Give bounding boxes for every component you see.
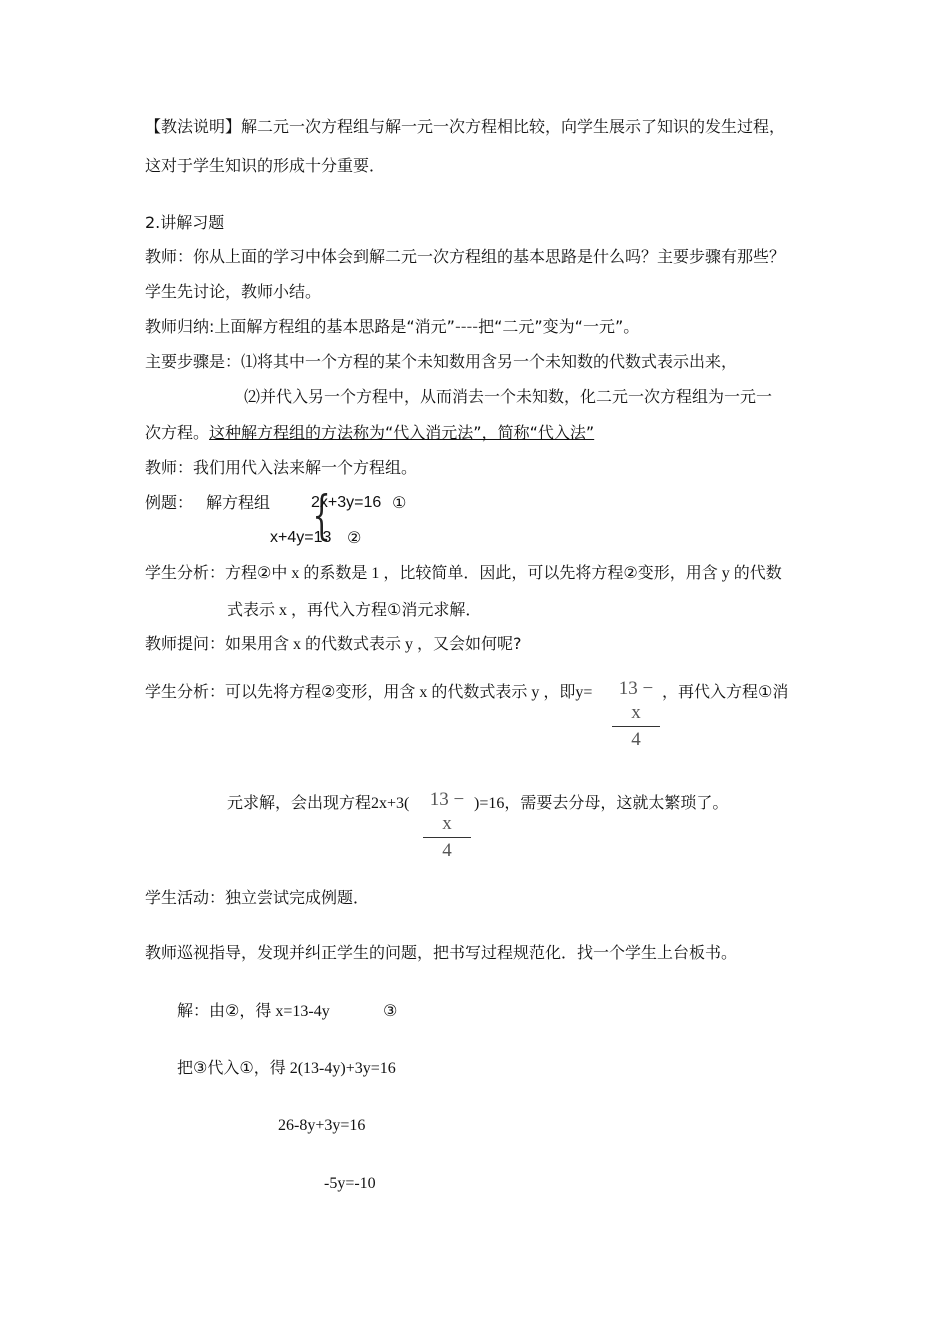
example-label: 例题： [145, 493, 194, 512]
analysis-2-line-2b [474, 793, 728, 814]
section-heading: 2.讲解习题 [145, 213, 225, 232]
analysis-2-text-f: ，需要去分母，这就太繁琐了。 [504, 793, 729, 812]
analysis-1-text-e: 式表示 [227, 600, 276, 619]
summary-dash: ---- [454, 317, 479, 336]
teacher-ask-text-b: 的代数式表示 [305, 634, 402, 653]
fraction-numerator: 13 − x [429, 789, 465, 834]
var-y: y [721, 565, 730, 582]
var-x: x [279, 602, 288, 619]
teacher-label: 教师： [145, 247, 194, 266]
steps-label: 主要步骤是： [145, 352, 242, 371]
var-y: y [405, 636, 414, 653]
steps-line-1 [145, 352, 737, 372]
analysis-2-line-1b: ，再代入方程①消 [662, 682, 789, 701]
analysis-1-text-f: ，再代入方程①消元求解． [291, 600, 482, 619]
discuss-line: 学生先讨论，教师小结。 [145, 282, 322, 301]
summary-text-b: 把“二元”变为“一元”。 [478, 317, 640, 336]
equation-1-number: ① [392, 493, 407, 512]
step-2-continued: 次方程。 [145, 423, 210, 442]
solution-step-3-equation: 26-8y+3y=16 [278, 1117, 366, 1134]
intro-line-2: 这对于学生知识的形成十分重要． [145, 156, 386, 175]
analysis-1-text-d: 的代数 [733, 563, 782, 582]
analysis-2-text-b: 的代数式表示 [431, 682, 528, 701]
teacher-question [145, 247, 785, 267]
fraction-13-minus-x-over-4 [612, 677, 660, 752]
summary-text-a: 教师归纳:上面解方程组的基本思路是“消元” [145, 317, 455, 336]
fraction-bar [423, 837, 471, 838]
teacher-ask-text-c: ，又会如何呢? [417, 634, 522, 653]
steps-line-3 [145, 423, 594, 443]
analysis-2-text-e: 元求解，会出现方程 [227, 793, 372, 812]
solution-step-1-label: 解：由②，得 [177, 1001, 272, 1020]
brace-symbol: { [312, 486, 331, 546]
analysis-2-text-a: 可以先将方程②变形，用含 [225, 682, 416, 701]
analysis-2-line-2a [227, 793, 409, 814]
method-name: 这种解方程组的方法称为“代入消元法”，简称“代入法” [209, 423, 595, 442]
teacher-patrol: 教师巡视指导，发现并纠正学生的问题，把书写过程规范化．找一个学生上台板书。 [145, 943, 738, 962]
student-activity: 学生活动：独立尝试完成例题． [145, 888, 370, 907]
fraction-13-minus-x-over-4 [423, 788, 471, 863]
fraction-denominator: 4 [631, 729, 641, 750]
analysis-2-line-1a [145, 682, 592, 703]
analysis-1-line-2 [227, 600, 481, 621]
intro-line-1: 【教法说明】解二元一次方程组与解一元一次方程相比较，向学生展示了知识的发生过程， [145, 117, 786, 136]
analysis-1-text-c: ，比较简单．因此，可以先将方程②变形，用含 [383, 563, 718, 582]
equation-2: x+4y=13 [270, 529, 332, 546]
var-x: x [291, 565, 300, 582]
solution-step-1-equation: x=13-4y [275, 1003, 330, 1020]
fraction-bar [612, 726, 660, 727]
equation-suffix: )=16 [474, 795, 505, 812]
solution-step-2-equation: 2(13-4y)+3y=16 [289, 1060, 396, 1077]
teacher-ask-label: 教师提问： [145, 634, 226, 653]
step-2: ⑵并代入另一个方程中，从而消去一个未知数，化二元一次方程组为一元一 [244, 387, 773, 406]
teacher-ask-text-a: 如果用含 [225, 634, 290, 653]
analysis-1-line-1 [145, 563, 782, 584]
equation-2-number: ② [347, 528, 362, 547]
solution-step-2-label: 把③代入①，得 [177, 1058, 286, 1077]
teacher-ask-line [145, 634, 522, 655]
coefficient-one: 1 [371, 565, 380, 582]
var-x: x [293, 636, 302, 653]
step-1: ⑴将其中一个方程的某个未知数用含另一个未知数的代数式表示出来， [241, 352, 738, 371]
solution-step-4-equation: -5y=-10 [324, 1175, 376, 1192]
example-task: 解方程组 [206, 493, 271, 512]
solution-step-1 [177, 1001, 330, 1022]
analysis-2-label: 学生分析： [145, 682, 226, 701]
analysis-1-text-b: 的系数是 [303, 563, 368, 582]
equation-prefix: 2x+3( [371, 795, 410, 812]
summary-line [145, 317, 639, 337]
var-x: x [419, 684, 428, 701]
teacher-question-text: 你从上面的学习中体会到解二元一次方程组的基本思路是什么吗？主要步骤有那些？ [193, 247, 786, 266]
equation-3-number: ③ [383, 1001, 398, 1020]
solution-step-2 [177, 1058, 396, 1079]
y-equals: y= [575, 684, 593, 701]
teacher-use-line: 教师：我们用代入法来解一个方程组。 [145, 458, 418, 477]
analysis-1-label: 学生分析： [145, 563, 226, 582]
analysis-2-text-c: ，即 [543, 682, 576, 701]
analysis-1-text-a: 方程②中 [225, 563, 288, 582]
fraction-denominator: 4 [442, 840, 452, 861]
var-y: y [531, 684, 540, 701]
equation-1: 2x+3y=16 [311, 494, 382, 511]
fraction-numerator: 13 − x [618, 678, 654, 723]
